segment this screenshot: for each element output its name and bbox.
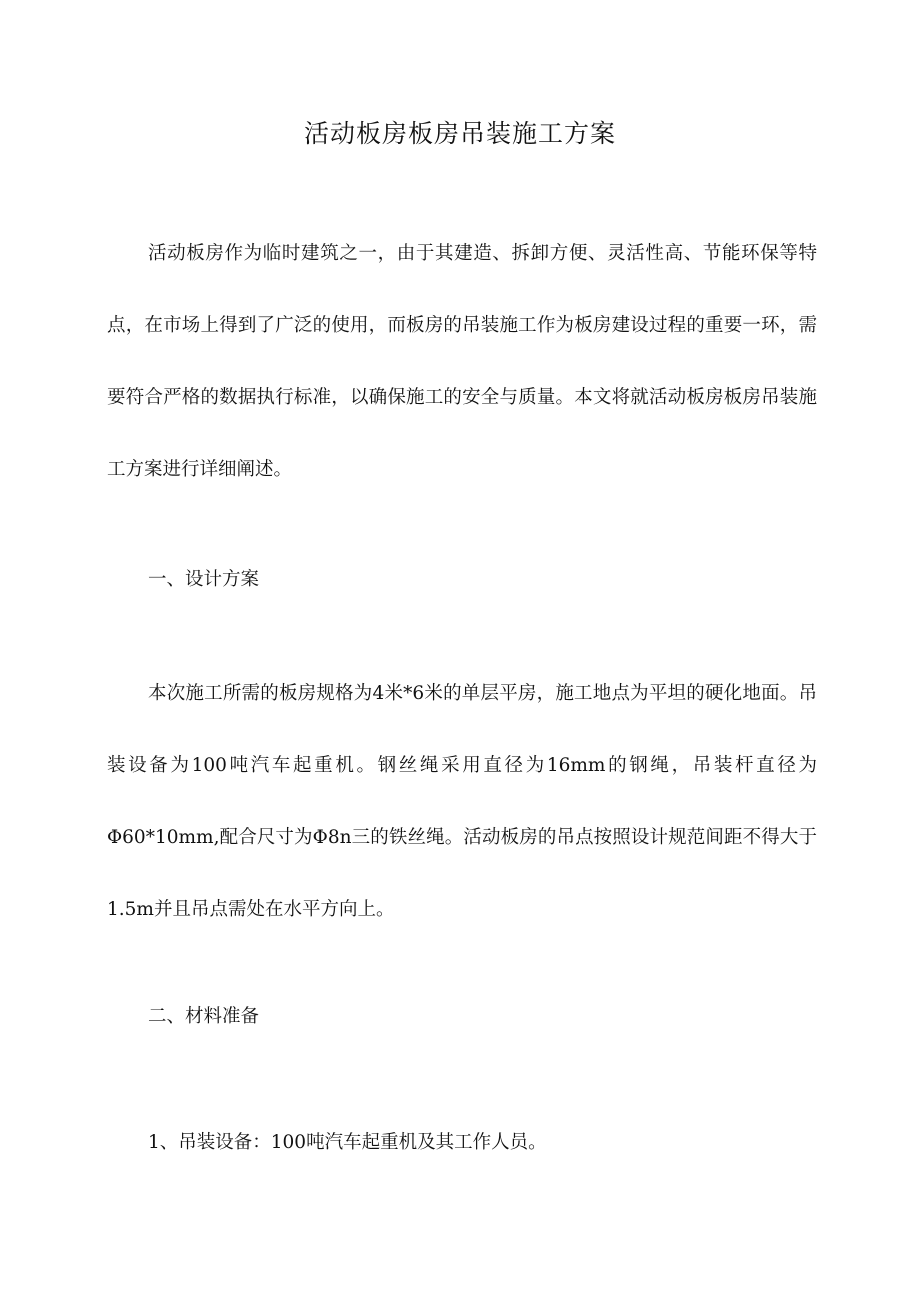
document-title: 活动板房板房吊装施工方案 xyxy=(303,119,616,148)
section-heading-materials: 二、材料准备 xyxy=(148,1006,260,1027)
design-paragraph: 本次施工所需的板房规格为4米*6米的单层平房，施工地点为平坦的硬化地面。吊装设备为100吨汽车起重机。钢丝绳采用直径为16mm的钢绳，吊装杆直径为Φ60*10mm,配合尺寸为Φ8n三的铁丝绳。活动板房的吊点按照设计规范间距不得大于1.5m并且吊点需处在水平方向上。 xyxy=(107,683,817,920)
list-item: 1、吊装设备：100吨汽车起重机及其工作人员。 xyxy=(148,1132,547,1153)
section-heading-design: 一、设计方案 xyxy=(148,569,260,590)
intro-paragraph: 活动板房作为临时建筑之一，由于其建造、拆卸方便、灵活性高、节能环保等特点，在市场上得到了广泛的使用，而板房的吊装施工作为板房建设过程的重要一环，需要符合严格的数据执行标准，以确保施工的安全与质量。本文将就活动板房板房吊装施工方案进行详细阐述。 xyxy=(107,243,817,480)
